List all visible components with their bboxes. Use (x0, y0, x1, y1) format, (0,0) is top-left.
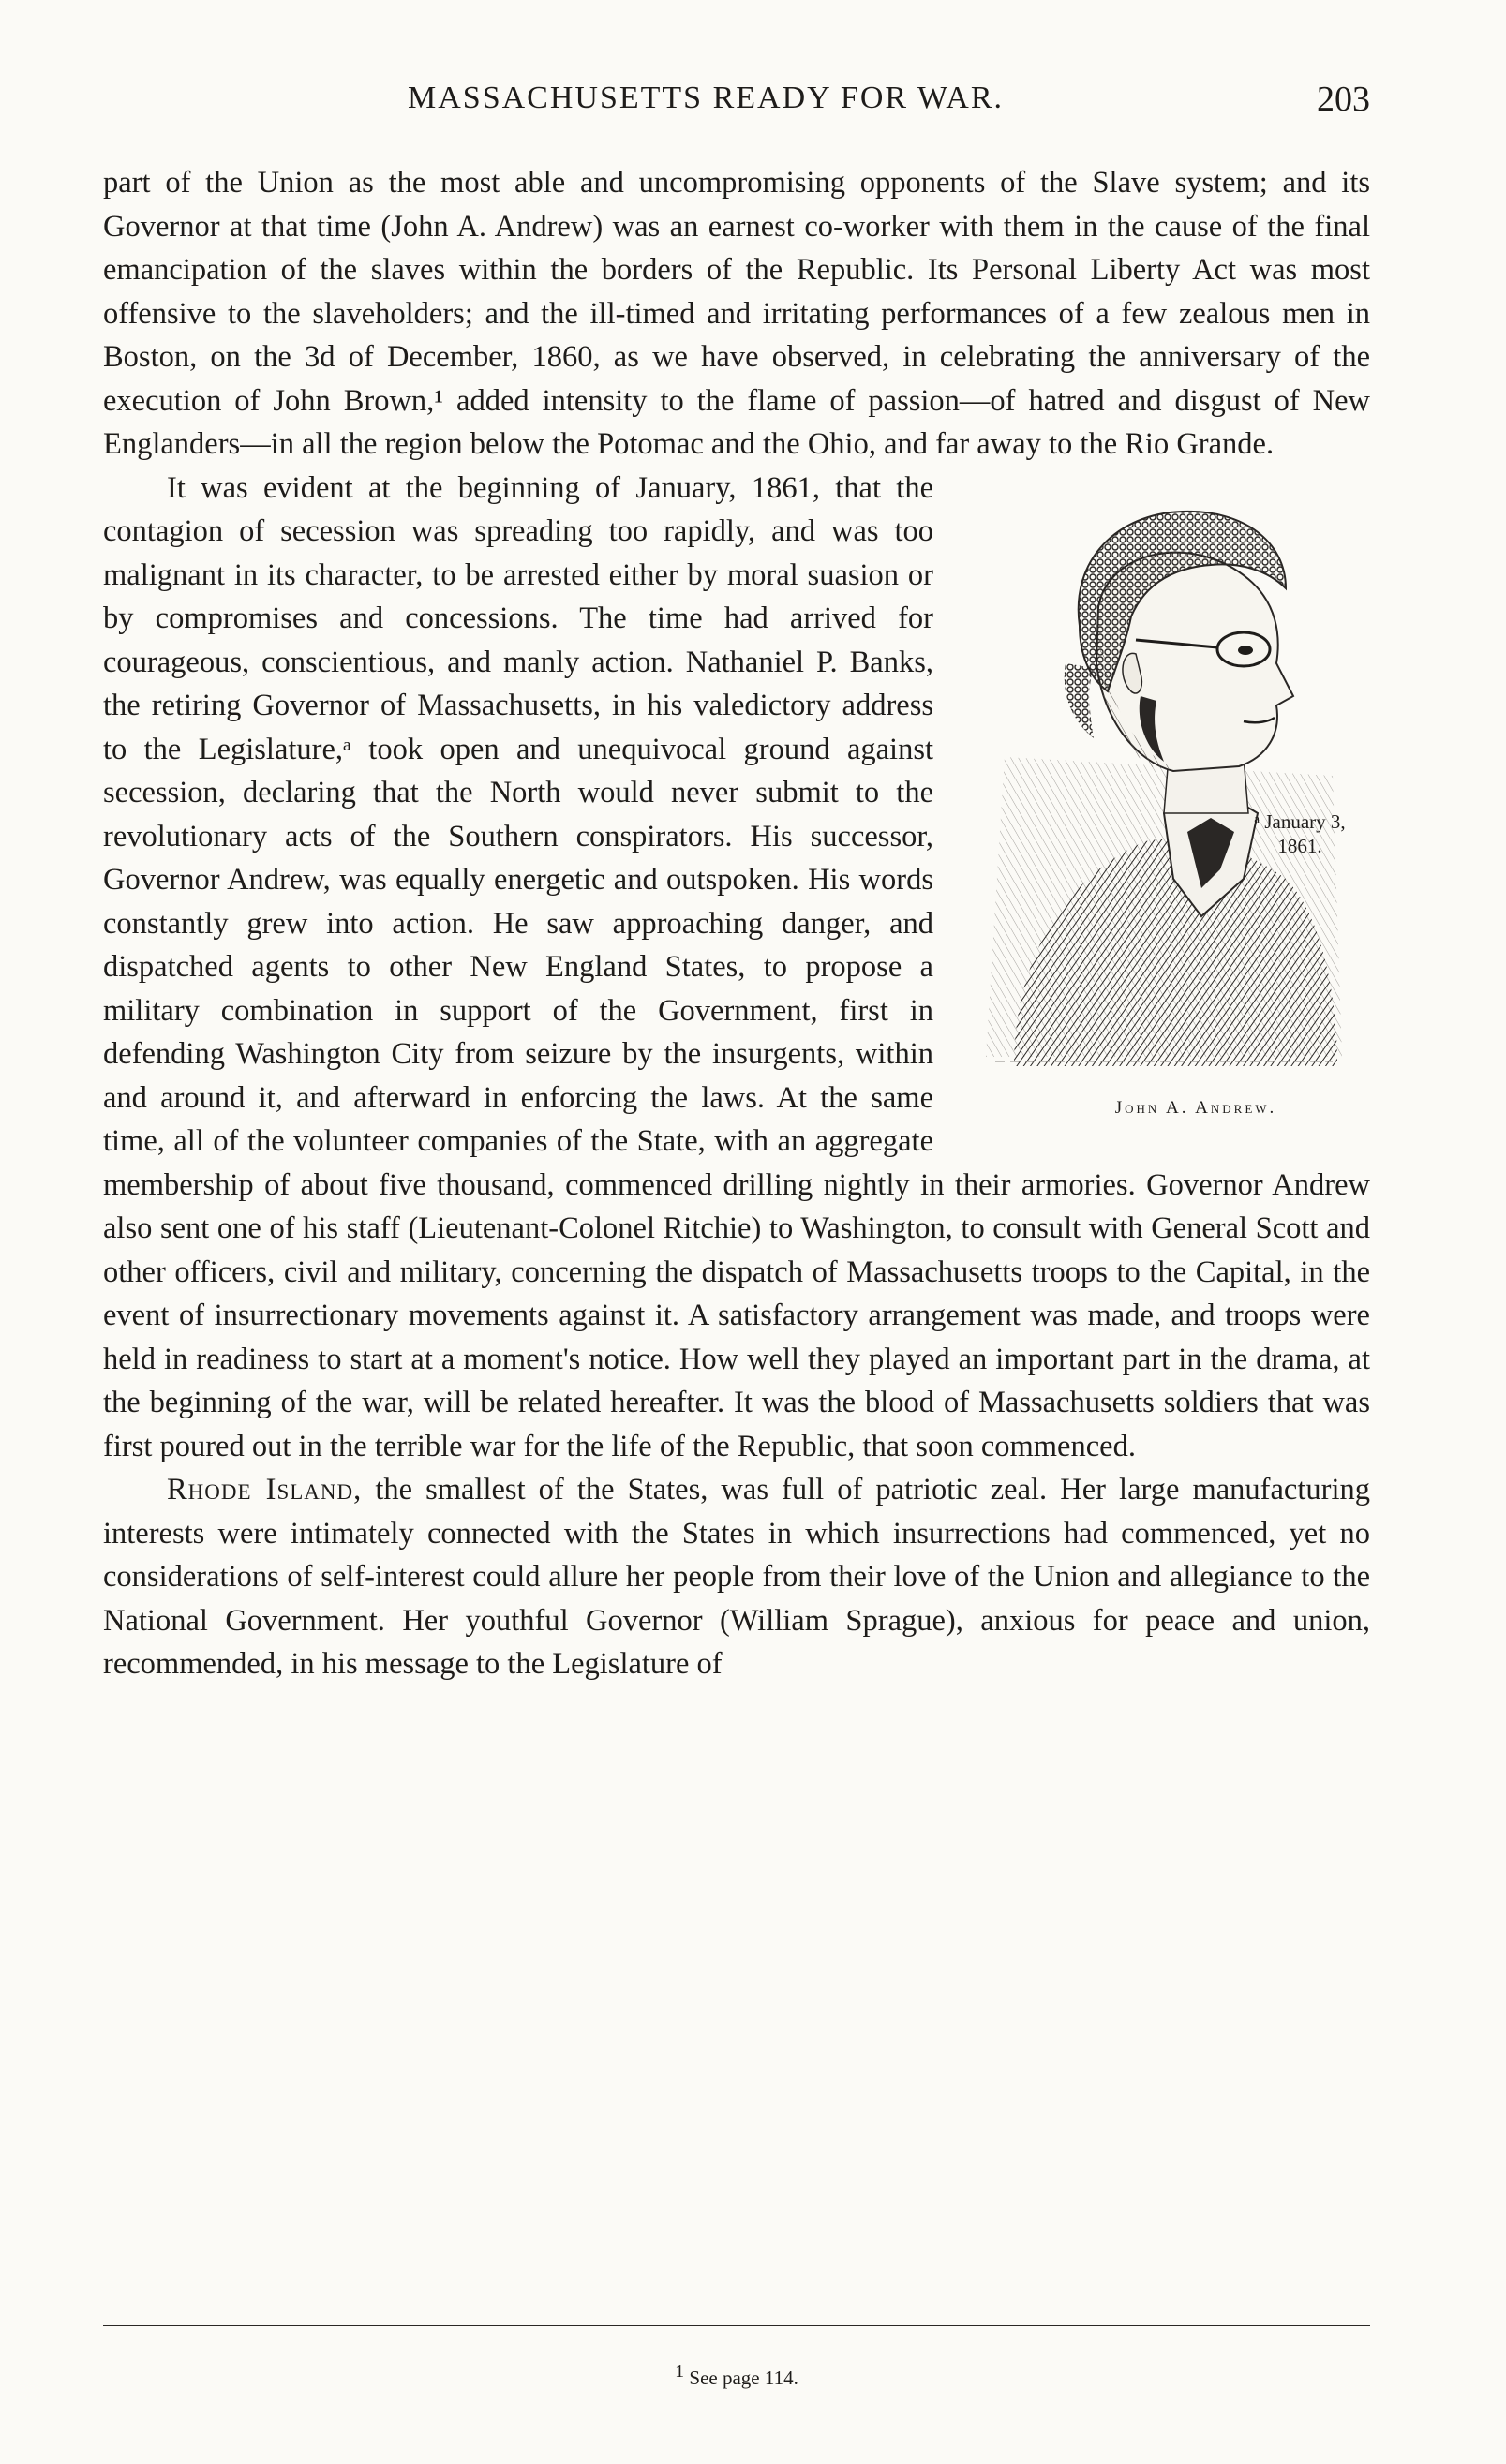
figure-caption: John A. Andrew. (1114, 1097, 1277, 1118)
page-header (103, 81, 1370, 127)
paragraph-rhode-island (103, 1468, 1370, 1686)
engraved-portrait-icon (977, 476, 1351, 1076)
running-head: MASSACHUSETTS READY FOR WAR. (408, 81, 1004, 115)
body-text (103, 161, 1370, 1686)
footnote-divider (103, 2325, 1370, 2326)
footnote-text: See page 114. (689, 2367, 798, 2389)
paragraph-massachusetts-opponents: part of the Union as the most able and uncompromising opponents of the Slave system; and its Governor at that time (John A. Andrew) was an earnest co-worker with them in the cause of the final emancipation of the slaves within the borders of the Republic. Its Personal Liberty Act was most offensive to the slaveholders; and the ill-timed and irritating performances of a few zealous men in Boston, on the 3d of December, 1860, as we have observed, in celebrating the anniversary of the execution of John Brown,¹ added intensity to the flame of passion—of hatred and disgust of New Englanders—in all the region below the Potomac and the Ohio, and far away to the Rio Grande. (103, 166, 1370, 461)
rhode-island-lead: Rhode Island, (167, 1473, 363, 1507)
rhode-island-text: the smallest of the States, was full of patriotic zeal. Her large manufacturing interests were intimately connected with the States in which insurrections had commenced, yet no considerations of self-interest could allure her people from their love of the Union and allegiance to the National Government. Her youthful Governor (William Sprague), anxious for peace and union, recommended, in his message to the Legislature of (103, 1473, 1370, 1681)
footnote (103, 2361, 1370, 2390)
footnote-mark: 1 (675, 2361, 685, 2382)
portrait-figure (958, 476, 1370, 1136)
margin-sidenote (1220, 809, 1379, 858)
paragraph-contagion-text: It was evident at the beginning of January, 1861, that the contagion of secession was spreading too rapidly, and was too malignant in its character, to be arrested either by moral suasion or by compromises and concessions. The time had arrived for courageous, conscientious, and manly action. Nathaniel P. Banks, the retiring Governor of Massachusetts, in his valedictory address to the Legislature,ᵃ took open and unequivocal ground against secession, declaring that the North would never submit to the revolutionary acts of the Southern conspirators. His successor, Governor Andrew, was equally energetic and outspoken. His words constantly grew into action. He saw approaching danger, and dispatched agents to other New England States, to propose a military combination in support of the Government, first in defending Washington City from seizure by the insurgents, within and around it, and afterward in enforcing the laws. At the same time, all of the volunteer companies of the State, with an aggregate membership of about five thousand, commenced drilling nightly in their armories. Governor Andrew also sent one of his staff (Lieutenant-Colonel Ritchie) to Washington, to consult with General Scott and other officers, civil and military, concerning the dispatch of Massachusetts troops to the Capital, in the event of insurrectionary movements against it. A satisfactory arrangement was made, and troops were held in readiness to start at a moment's notice. How well they played an important part in the drama, at the beginning of the war, will be related hereafter. It was the blood of Massachusetts soldiers that was first poured out in the terrible war for the life of the Republic, that soon commenced. (103, 470, 1370, 1463)
paragraph-contagion-of-secession (103, 467, 1370, 1469)
sidenote-year: 1861. (1277, 835, 1322, 857)
page-number: 203 (1317, 80, 1370, 119)
sidenote-date: ᵃ January 3, (1254, 810, 1346, 833)
